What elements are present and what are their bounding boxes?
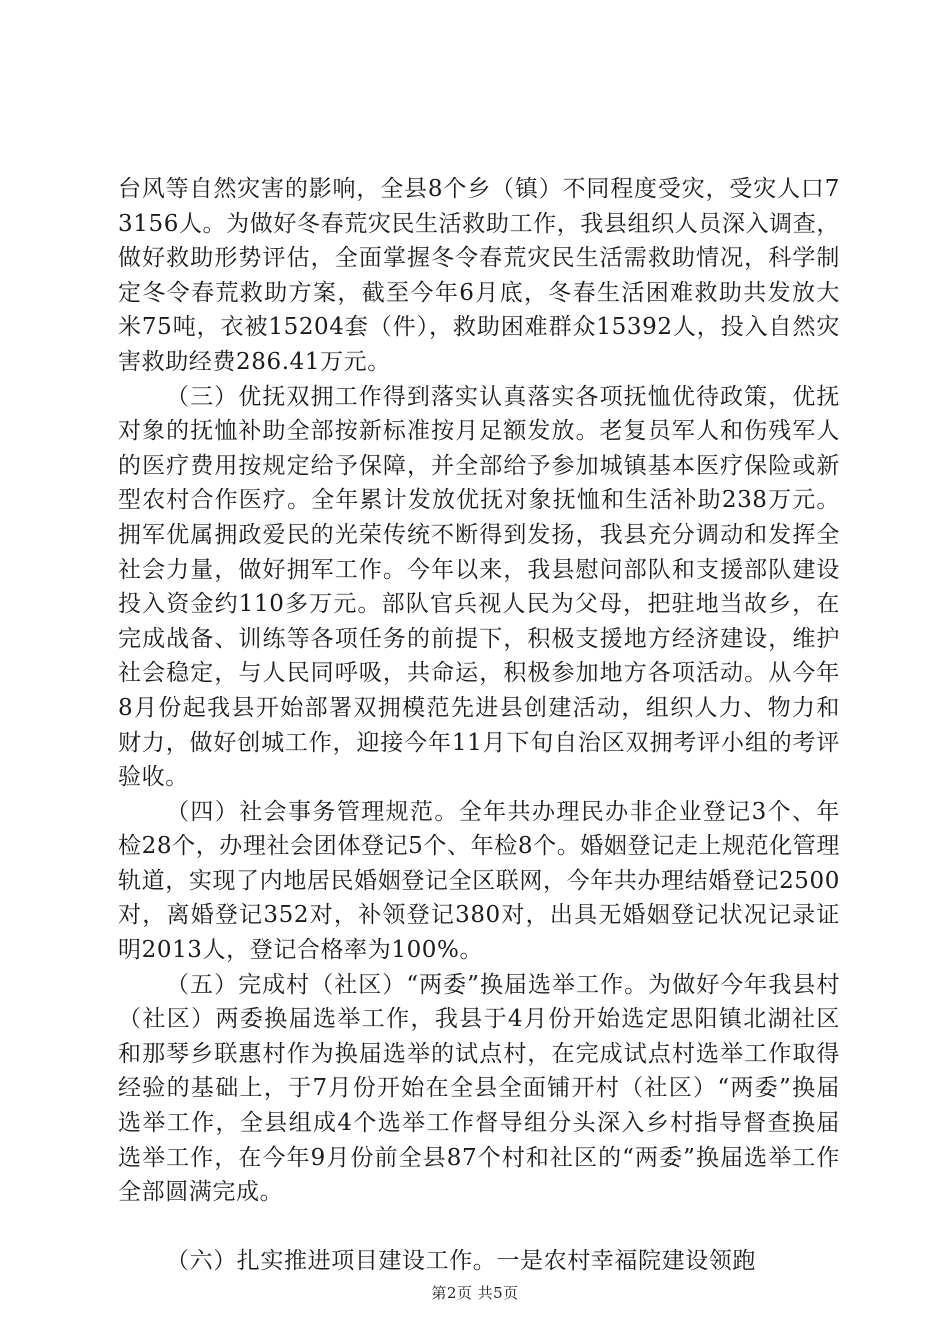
- paragraph-disaster-relief: 台风等自然灾害的影响，全县8个乡（镇）不同程度受灾，受灾人口73156人。为做好冬春荒灾民生活救助工作，我县组织人员深入调查，做好救助形势评估，全面掌握冬令春荒灾民生活需救助情况，科学制定冬令春荒救助方案，截至今年6月底，冬春生活困难救助共发放大米75吨，衣被15204套（件），救助困难群众15392人，投入自然灾害救助经费286.41万元。: [118, 176, 840, 375]
- paragraph-project-construction: （六）扎实推进项目建设工作。一是农村幸福院建设领跑: [166, 1247, 756, 1274]
- paragraph-social-affairs: （四）社会事务管理规范。全年共办理民办非企业登记3个、年检28个，办理社会团体登记5个、年检8个。婚姻登记走上规范化管理轨道，实现了内地居民婚姻登记全区联网，今年共办理结婚登记2500对，离婚登记352对，补领登记380对，出具无婚姻登记状况记录证明2013人，登记合格率为100%。: [118, 798, 840, 964]
- document-body: [118, 172, 840, 1278]
- paragraph-preferential-care: （三）优抚双拥工作得到落实认真落实各项抚恤优待政策，优抚对象的抚恤补助全部按新标准按月足额发放。老复员军人和伤残军人的医疗费用按规定给予保障，并全部给予参加城镇基本医疗保险或新型农村合作医疗。全年累计发放优抚对象抚恤和生活补助238万元。拥军优属拥政爱民的光荣传统不断得到发扬，我县充分调动和发挥全社会力量，做好拥军工作。今年以来，我县慰问部队和支援部队建设投入资金约110多万元。部队官兵视人民为父母，把驻地当故乡，在完成战备、训练等各项任务的前提下，积极支援地方经济建设，维护社会稳定，与人民同呼吸，共命运，积极参加地方各项活动。从今年8月份起我县开始部署双拥模范先进县创建活动，组织人力、物力和财力，做好创城工作，迎接今年11月下旬自治区双拥考评小组的考评验收。: [118, 383, 840, 791]
- page-number-footer: 第2页 共5页: [431, 1284, 519, 1302]
- paragraph-village-election: （五）完成村（社区）“两委”换届选举工作。为做好今年我县村（社区）两委换届选举工作，我县于4月份开始选定思阳镇北湖社区和那琴乡联惠村作为换届选举的试点村，在完成试点村选举工作取得经验的基础上，于7月份开始在全县全面铺开村（社区）“两委”换届选举工作，全县组成4个选举工作督导组分头深入乡村指导督查换届选举工作，在今年9月份前全县87个村和社区的“两委”换届选举工作全部圆满完成。: [118, 971, 840, 1206]
